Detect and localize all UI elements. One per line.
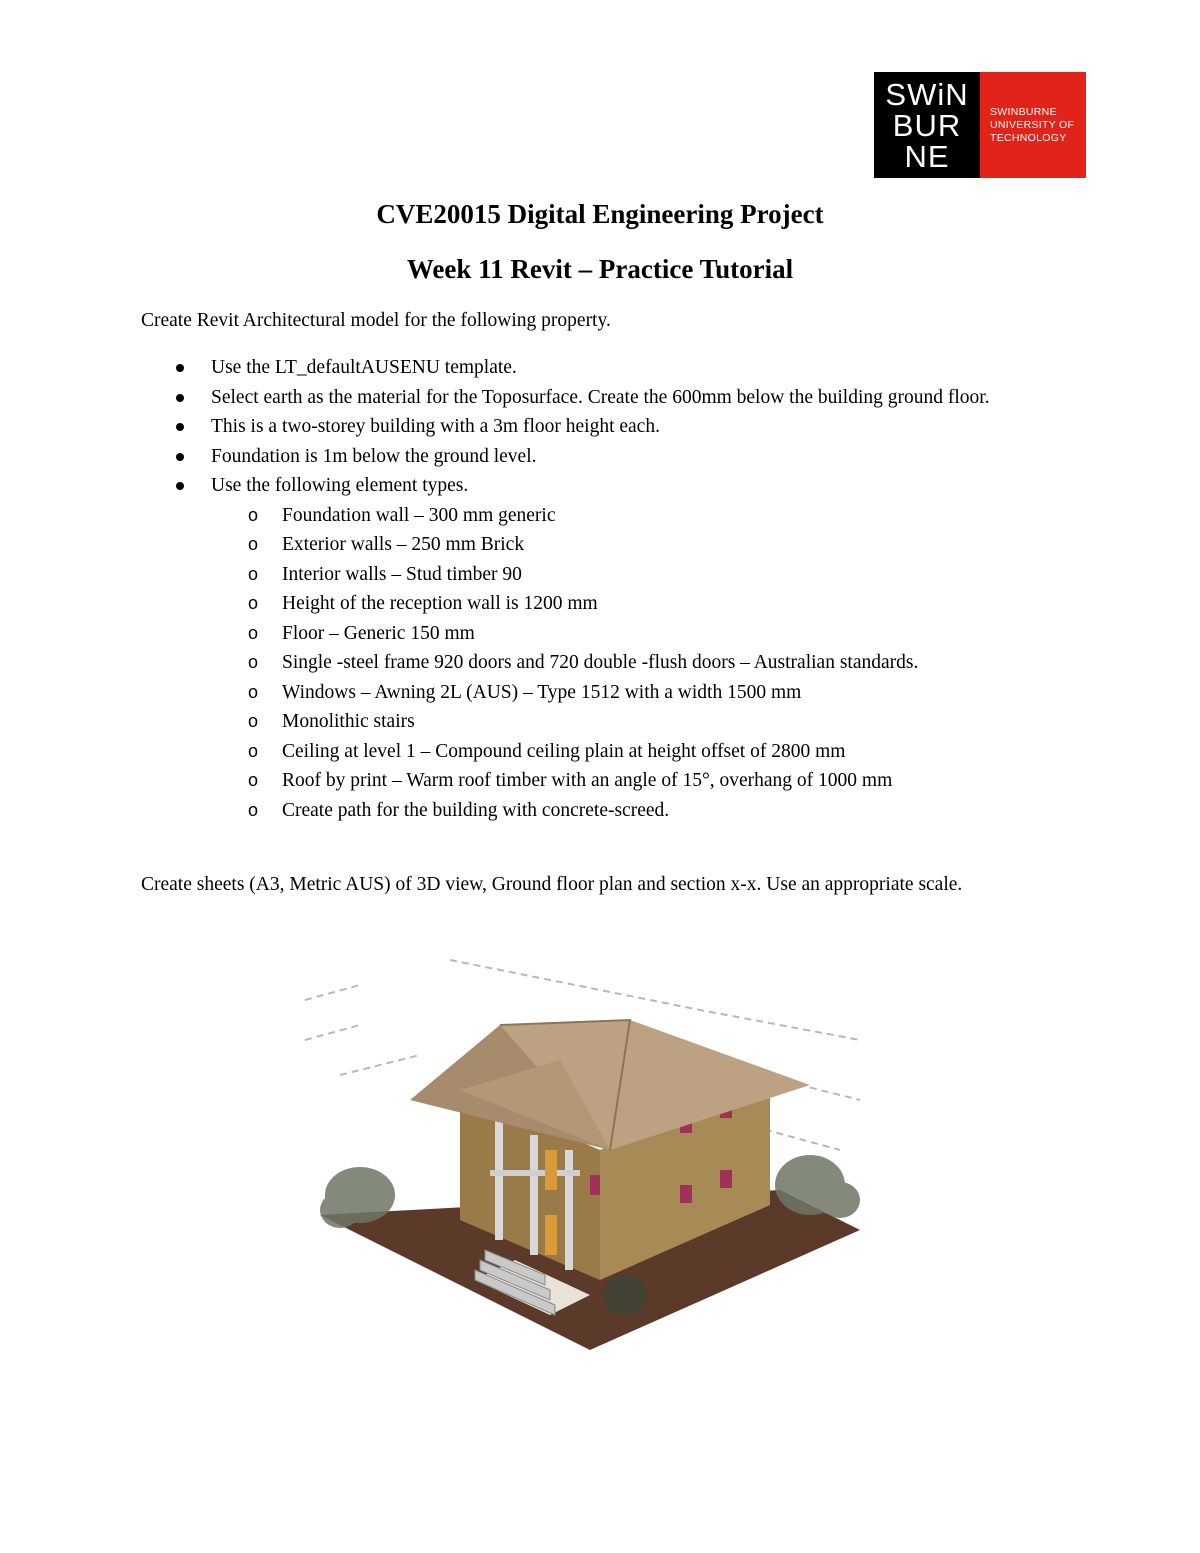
logo-line-2: BUR: [892, 107, 962, 143]
element-types-list: [211, 501, 1059, 826]
logo-name-line-1: SWINBURNE: [990, 105, 1057, 118]
list-item-element-types: [141, 471, 1059, 825]
sub-list-item: [211, 796, 1059, 826]
document-subtitle: Week 11 Revit – Practice Tutorial: [406, 254, 794, 284]
intro-text: Create Revit Architectural model for the following property.: [141, 310, 611, 331]
upper-door: [545, 1150, 557, 1190]
sub-bullet-marker: o: [248, 593, 259, 613]
house-3d-render-image: [300, 950, 880, 1350]
list-item: Use the LT_defaultAUSENU template.: [141, 353, 1059, 383]
sub-bullet-marker: o: [248, 504, 259, 525]
sub-bullet-marker: o: [248, 799, 259, 820]
sub-list-item: [211, 560, 1059, 590]
sub-bullet-marker: o: [248, 681, 259, 702]
sub-list-item: [211, 707, 1059, 737]
requirements-list: [141, 353, 1059, 825]
logo-name-block: [980, 72, 1086, 178]
sub-list-item: [211, 678, 1059, 708]
list-item: This is a two-storey building with a 3m floor height each.: [141, 412, 1059, 442]
sub-list-item: [211, 619, 1059, 649]
logo-name-line-3: TECHNOLOGY: [990, 131, 1067, 144]
sub-list-item: [211, 501, 1059, 531]
sub-bullet-marker: o: [248, 740, 259, 761]
document-title: CVE20015 Digital Engineering Project: [376, 199, 824, 229]
sub-bullet-marker: o: [248, 622, 259, 643]
logo-name-line-2: UNIVERSITY OF: [990, 118, 1075, 131]
sub-item-text: Roof by print – Warm roof timber with an angle of 15°, overhang of 1000 mm: [282, 770, 893, 791]
logo-line-1: SWiN: [885, 76, 969, 112]
sub-list-item: [211, 737, 1059, 767]
list-item: Foundation is 1m below the ground level.: [141, 442, 1059, 472]
list-item: Select earth as the material for the Toposurface. Create the 600mm below the building ground floor.: [141, 383, 1059, 413]
sub-bullet-marker: o: [248, 711, 259, 731]
sub-item-text: Floor – Generic 150 mm: [282, 622, 475, 644]
sub-item-text: Single -steel frame 920 doors and 720 double -flush doors – Australian standards.: [282, 652, 919, 673]
logo-wordmark: [874, 72, 980, 178]
list-item-text: Use the following element types.: [211, 475, 469, 496]
lower-door: [545, 1215, 557, 1255]
university-logo: [874, 72, 1086, 178]
sub-bullet-marker: o: [248, 563, 259, 584]
sub-list-item: [211, 589, 1059, 619]
sub-item-text: Interior walls – Stud timber 90: [282, 563, 522, 585]
logo-line-3: NE: [904, 138, 950, 174]
sub-list-item: [211, 530, 1059, 560]
sub-list-item: [211, 648, 1059, 678]
sub-item-text: Foundation wall – 300 mm generic: [282, 504, 556, 526]
sub-item-text: Height of the reception wall is 1200 mm: [282, 593, 598, 614]
sub-item-text: Monolithic stairs: [282, 711, 415, 732]
sub-item-text: Exterior walls – 250 mm Brick: [282, 534, 525, 555]
sub-bullet-marker: o: [248, 534, 259, 554]
sub-bullet-marker: o: [248, 770, 259, 790]
sub-list-item: [211, 766, 1059, 796]
sub-item-text: Create path for the building with concrete-screed.: [282, 799, 670, 821]
balcony-rail: [490, 1170, 580, 1176]
sub-bullet-marker: o: [248, 652, 259, 672]
sheets-instruction: Create sheets (A3, Metric AUS) of 3D view, Ground floor plan and section x-x. Use an appropriate scale.: [141, 874, 963, 895]
sub-item-text: Windows – Awning 2L (AUS) – Type 1512 with a width 1500 mm: [282, 681, 802, 703]
sub-item-text: Ceiling at level 1 – Compound ceiling plain at height offset of 2800 mm: [282, 740, 846, 762]
